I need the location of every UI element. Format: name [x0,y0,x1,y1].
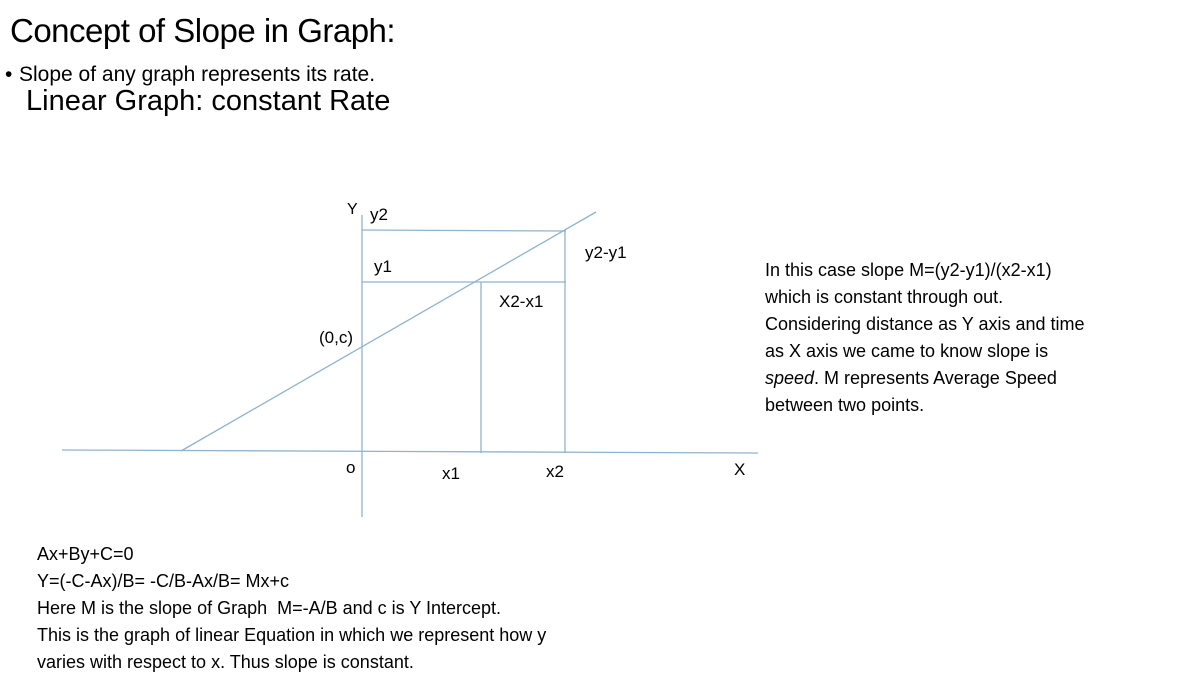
y2-label: y2 [370,205,388,224]
slope-explanation [765,257,1085,419]
subheading: Linear Graph: constant Rate [26,85,391,117]
equation-line: Y=(-C-Ax)/B= -C/B-Ax/B= Mx+c [37,571,290,591]
run-label: X2-x1 [499,292,544,311]
y-axis-label: Y [347,201,358,218]
equation-derivation [37,541,546,676]
speed-term: speed [765,368,815,388]
y1-label: y1 [374,257,392,276]
intercept-label: (0,c) [319,328,353,347]
equation-line: This is the graph of linear Equation in which we represent how y [37,625,547,645]
x-axis [62,450,758,453]
explanation-line: which is constant through out. [765,287,1004,307]
bullet-text: Slope of any graph represents its rate. [19,63,376,86]
x-axis-label: X [734,460,746,479]
y2-guide [362,230,566,231]
equation-line: Ax+By+C=0 [37,544,134,564]
explanation-line [765,365,1085,392]
rise-label: y2-y1 [585,243,627,262]
x1-label: x1 [442,464,460,483]
slope-line [181,212,596,451]
explanation-line: Considering distance as Y axis and time [765,314,1085,334]
bullet-icon: • [5,63,13,86]
origin-label: o [346,458,356,477]
slide-title: Concept of Slope in Graph: [10,12,396,49]
explanation-line: In this case slope M=(y2-y1)/(x2-x1) [765,260,1052,280]
x2-label: x2 [546,462,564,481]
explanation-line: between two points. [765,395,925,415]
speed-rest: . M represents Average Speed [814,368,1057,388]
equation-line: varies with respect to x. Thus slope is constant. [37,652,414,672]
equation-line: Here M is the slope of Graph M=-A/B and c is Y Intercept. [37,598,502,618]
explanation-line: as X axis we came to know slope is [765,341,1049,361]
